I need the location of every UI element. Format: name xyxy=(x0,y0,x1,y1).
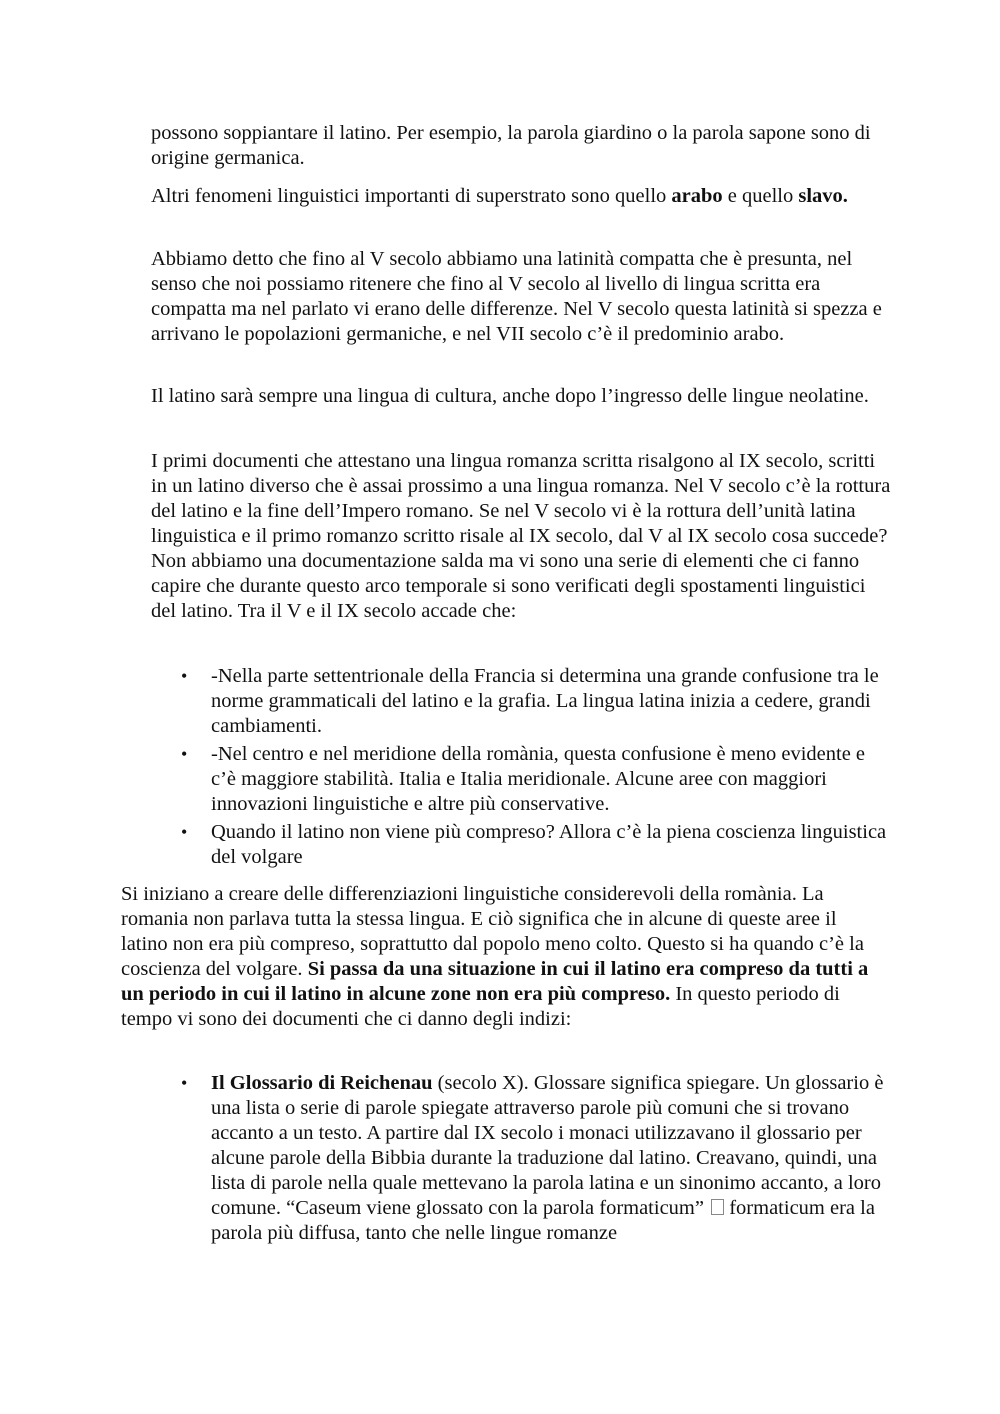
paragraph-1: possono soppiantare il latino. Per esempio, la parola giardino o la parola sapone sono di origine germanica. xyxy=(151,122,871,169)
paragraph-6-bold: Si passa da una situazione in cui il latino era compreso da tutti a un periodo in cui il latino in alcune zone non era più compreso. xyxy=(121,958,869,1005)
paragraph-5: I primi documenti che attestano una lingua romanza scritta risalgono al IX secolo, scritti in un latino diverso che è assai prossimo a una lingua romanza. Nel V secolo c’è la rottura del latino e la fine dell’Impero romano. Se nel V secolo vi è la rottura dell’unità latina linguistica e il primo romanzo scritto risale al IX secolo, dal V al IX secolo cosa succede? Non abbiamo una documentazione salda ma vi sono una serie di elementi che ci fanno capire che durante questo arco temporale si sono verificati degli spostamenti linguistici del latino. Tra il V e il IX secolo accade che: xyxy=(151,450,891,622)
list-item xyxy=(151,820,891,870)
paragraph-3: Abbiamo detto che fino al V secolo abbiamo una latinità compatta che è presunta, nel senso che noi possiamo ritenere che fino al V secolo al livello di lingua scritta era compatta ma nel parlato vi erano delle differenze. Nel V secolo questa latinità si spezza e arrivano le popolazioni germaniche, e nel VII secolo c’è il predominio arabo. xyxy=(151,248,882,345)
paragraph-6 xyxy=(121,882,881,1032)
glossary-text-a: (secolo X). Glossare significa spiegare. Un glossario è una lista o serie di parole spiegate attraverso parole più comuni che si trovano accanto a un testo. A partire dal IX secolo i monaci utilizzavano il glossario per alcune parole della Bibbia durante la traduzione dal latino. Creavano, quindi, una lista di parole nella quale mettevano la parola latina e un sinonimo accanto, a loro comune. “Caseum viene glossato con la parola formaticum” xyxy=(211,1072,884,1219)
glossary-title: Il Glossario di Reichenau xyxy=(211,1072,433,1094)
bullet-marker: • xyxy=(181,1073,188,1093)
bullet-list-2 xyxy=(151,1071,891,1246)
list-item xyxy=(151,1071,891,1246)
paragraph-2 xyxy=(151,184,891,209)
bullet-list-1 xyxy=(151,664,891,870)
list-item-text: -Nel centro e nel meridione della romània, questa confusione è meno evidente e c’è maggiore stabilità. Italia e Italia meridionale. Alcune aree con maggiori innovazioni linguistiche e altre più conservative. xyxy=(211,743,866,815)
bullet-marker: • xyxy=(181,744,188,764)
bold-slavo: slavo. xyxy=(798,185,848,207)
paragraph-2-text-c: e quello xyxy=(722,185,799,207)
missing-glyph-icon xyxy=(711,1199,724,1215)
glossary-text-b: formaticum era la parola più diffusa, tanto che nelle lingue romanze xyxy=(211,1197,875,1244)
bullet-marker: • xyxy=(181,822,188,842)
list-item-text: Quando il latino non viene più compreso? Allora c’è la piena coscienza linguistica del volgare xyxy=(211,821,887,868)
list-item xyxy=(151,742,891,817)
list-item xyxy=(151,664,891,739)
paragraph-4: Il latino sarà sempre una lingua di cultura, anche dopo l’ingresso delle lingue neolatine. xyxy=(151,385,869,407)
bullet-marker: • xyxy=(181,666,188,686)
paragraph-6-text-c: In questo periodo di tempo vi sono dei documenti che ci danno degli indizi: xyxy=(121,983,840,1030)
list-item-text: -Nella parte settentrionale della Francia si determina una grande confusione tra le norme grammaticali del latino e la grafia. La lingua latina inizia a cedere, grandi cambiamenti. xyxy=(211,665,879,737)
bold-arabo: arabo xyxy=(671,185,723,207)
paragraph-6-text-a: Si iniziano a creare delle differenziazioni linguistiche considerevoli della romània. La romania non parlava tutta la stessa lingua. E ciò significa che in alcune di queste aree il latino non era più compreso, soprattutto dal popolo meno colto. Questo si ha quando c’è la coscienza del volgare. xyxy=(121,883,864,980)
paragraph-2-text-a: Altri fenomeni linguistici importanti di superstrato sono quello xyxy=(151,185,672,207)
